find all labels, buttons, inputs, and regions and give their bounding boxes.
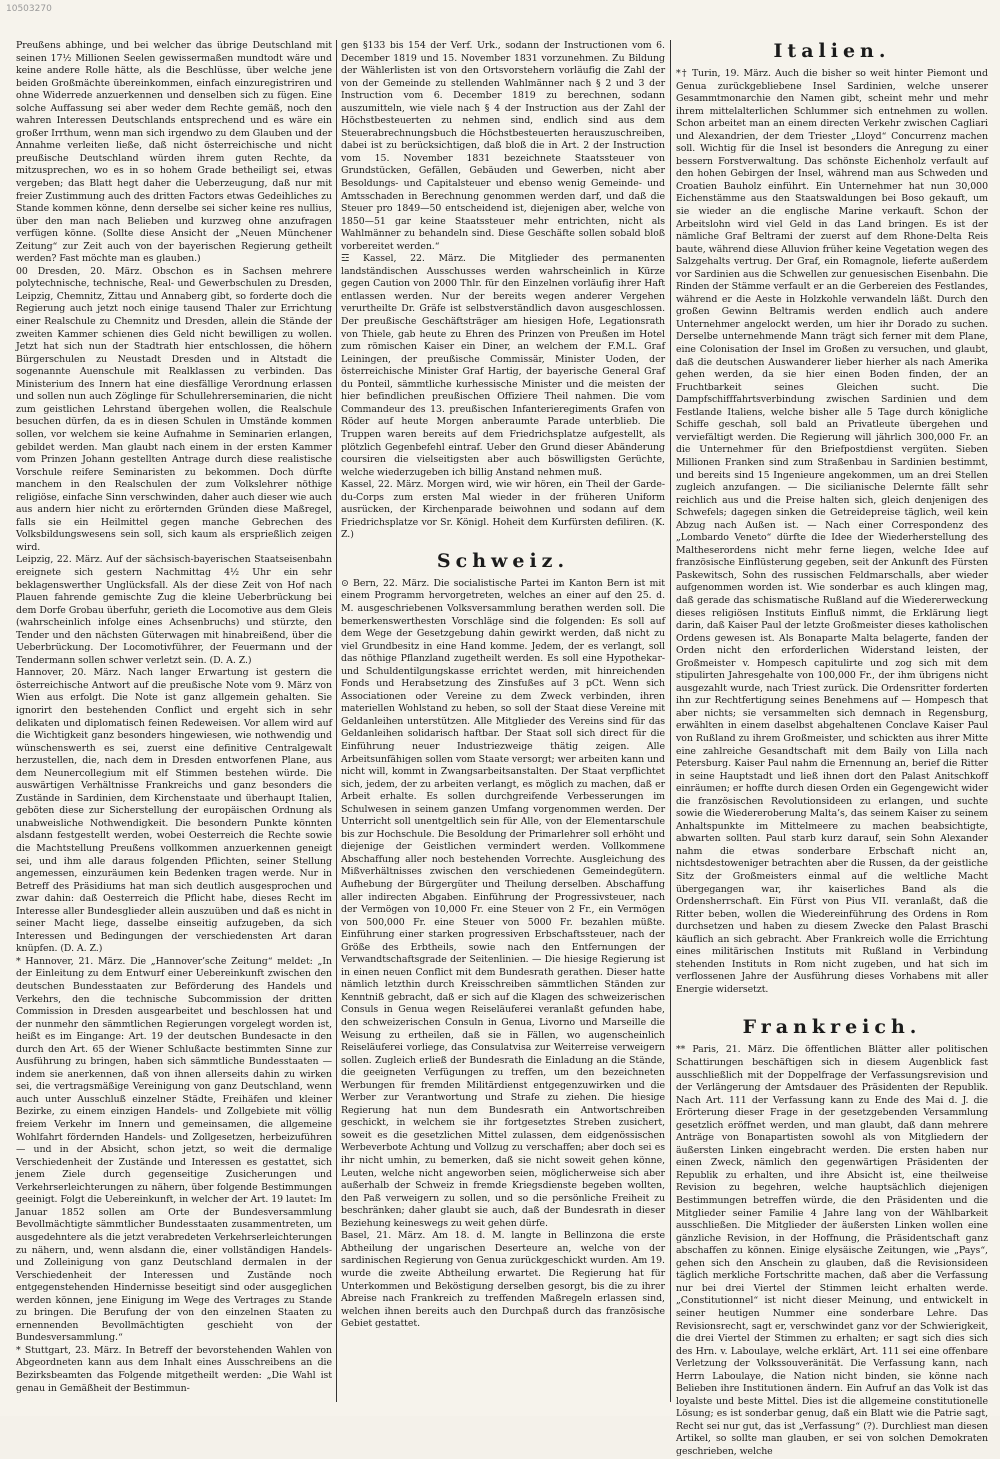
article-paris: ** Paris, 21. März. Die öffentlichen Blätter aller politischen Schattirungen beschäftigen sich in diesem Augenblick fast ausschließlich mit der Doppelfrage der Verfassungsrevision und der Verlängerung der Amtsdauer des Präsidenten der Republik. Nach Art. 111 der Verfassung kann zu Ende des Mai d. J. die Erörterung dieser Frage in der gesetzgebenden Versammlung gesetzlich eröffnet werden, und man glaubt, daß dann mehrere Anträge von Bonapartisten sowohl als von Mitgliedern der äußersten Linken eingebracht werden. Die ersten haben nur einen Zweck, nämlich den gegenwärtigen Präsidenten der Republik zu erhalten, und ihre Absicht ist, eine theilweise Revision zu begehren, welche hauptsächlich diejenigen Bestimmungen betreffen würde, die den Präsidenten und die Mitglieder seiner Familie 4 Jahre lang von der Wählbarkeit ausschließen. Die Mitglieder der äußersten Linken wollen eine gänzliche Revision, in der Hoffnung, die Präsidentschaft ganz abschaffen zu können. Einige elysäische Zeitungen, wie „Pays“, gehen sich den Anschein zu glauben, daß die Revisionsideen täglich merkliche Fortschritte machen, daß aber die Verfassung nur bei drei Viertel der Stimmen leicht erhalten werde. „Constitutionnel“ ist nicht dieser Meinung, und entwickelt in seiner heutigen Nummer eine sonderbare Lehre. Das Revisionsrecht, sagt er, verschwindet ganz vor der Schwierigkeit, die drei Viertel der Stimmen zu erhalten; er sagt sich dies sich des Hrn. v. Laboulaye, welche erklärt, Art. 111 sei eine offenbare Verletzung der Volkssouveränität. Die Verfassung kann, nach Herrn Laboulaye, die Nation nicht binden, sie könne nach Belieben ihre Institutionen ändern. Ein Aufruf an das Volk ist das loyalste und beste Mittel. Dies ist die allgemeine constitutionelle Lösung; es ist sonderbar genug, daß ein Blatt wie die Patrie sagt, Recht sei nur gut, das ist „Verfassung“ (?). Durchliest man diesen Artikel, so sollte man glauben, er sei von solchen Demokraten geschrieben, welche — [676, 1044, 988, 1457]
article-dresden: 00 Dresden, 20. März. Obschon es in Sachsen mehrere polytechnische, technische, Real- und Gewerbschulen zu Dresden, Leipzig, Chemnitz, Zittau und Annaberg gibt, so forderte doch die Regierung auch jetzt noch einige tausend Thaler zur Errichtung einer Realschule zu Chemnitz und Dresden, allein die Stände der zweiten Kammer schienen dies Geld nicht bewilligen zu wollen. Jetzt hat sich nun der Stadtrath hier entschlossen, die höhern Bürgerschulen zu Neustadt Dresden und in Altstadt die sogenannte Auenschule mit Realklassen zu verbinden. Das Ministerium des Innern hat eine diesfällige Verordnung erlassen und sollen nun auch Zöglinge für Schullehrerseminarien, die nicht zum geistlichen Lehrstand übergehen wollen, die Realschule besuchen dürfen, da es in diesen Schulen in Umstände kommen sollen, vor welchem sie keine Aufnahme in Seminarien erlangen, gebildet werden. Man glaubt nach einem in der ersten Kammer vom Prinzen Johann gestellten Antrage durch diese realistische Vorschule reifere Seminaristen zu bekommen. Doch dürfte manchem in den Realschulen der zum Volkslehrer nöthige religiöse, einfache Sinn verschwinden, daher auch dieser wie auch aus andern hier nicht zu erörternden Gründen diese Maßregel, falls sie ein Heilmittel gegen manche Gebrechen des Volksbildungswesens sein soll, sich kaum als ersprießlich zeigen wird. — [16, 265, 332, 553]
section-heading-france: Frankreich. — [742, 1016, 922, 1039]
article-stuttgart-cont: gen §133 bis 154 der Verf. Urk., sodann der Instructionen vom 6. December 1819 und 15. November 1831 vorzunehmen. Zu Bildung der Wählerlisten ist von den Ortsvorstehern vorläufig die Zahl der von der Gemeinde zu stellenden Wahlmänner nach § 2 und 3 der Instruction vom 6. December 1819 zu berechnen, sodann auszumitteln, wie viele nach § 4 der Instruction aus der Zahl der Höchstbesteuerten zu nehmen sind, endlich sind aus dem Steuerabrechnungsbuch die Höchstbesteuerten herauszuschreiben, dabei ist zu berücksichtigen, daß bloß die in Art. 2 der Instruction vom 15. November 1831 bezeichnete Staatssteuer von Grundstücken, Gefällen, Gebäuden und Gewerben, nicht aber Besoldungs- und Capitalsteuer und ebenso wenig Gemeinde- und Amtsschaden in Berechnung genommen werden darf, und daß die Steuer pro 1849—50 entscheidend ist, diejenigen aber, welche von 1850—51 gar keine Staatssteuer mehr entrichten, nicht als Wahlmänner zu behandeln sind. Diese Geschäfte sollen sobald bloß vorbereitet werden.“ — [341, 40, 665, 252]
column-middle — [341, 40, 665, 1402]
article-hannover-1: Hannover, 20. März. Nach langer Erwartung ist gestern die österreichische Antwort auf die preußische Note vom 9. März von Wien aus erfolgt. Die Note ist ganz allgemein gehalten. Sie ignorirt den bestehenden Conflict und ergeht sich in sehr delikaten und diplomatisch feinen Redeweisen. Vor allem wird auf die Wichtigkeit ganz besonders hingewiesen, wie nothwendig und wünschenswerth es sei, zuerst eine definitive Centralgewalt herzustellen, die, nach dem in Dresden entworfenen Plane, aus dem Neunercollegium mit elf Stimmen bestehen würde. Die auswärtigen Verhältnisse Frankreichs und ganz besonders die Zustände in Sardinien, dem Kirchenstaate und überhaupt Italien, geböten diese zur Sicherstellung der europäischen Ordnung als unabweisliche Nothwendigkeit. Die besondern Punkte könnten alsdann festgestellt werden, wobei Oesterreich die Rechte sowie die Machtstellung Preußens vollkommen anzuerkennen geneigt sei, und ihm alle daraus folgenden Pflichten, seiner Stellung angemessen, einzuräumen kein Bedenken tragen werde. Nur in Betreff des Präsidiums hat man sich deutlich ausgesprochen und zwar dahin: daß Oesterreich die Pflicht habe, dieses Recht im Interesse aller Bundesglieder allein auszuüben und daß es nicht in seiner Macht liege, dasselbe einseitig aufzugeben, da sich Interessen und Bedingungen der verschiedensten Art daran knüpfen. (D. A. Z.) — [16, 667, 332, 955]
article-leipzig: Leipzig, 22. März. Auf der sächsisch-bayerischen Staatseisenbahn ereignete sich gestern Nachmittag 4½ Uhr ein sehr beklagenswerther Unglücksfall. Als der diese Zeit von Hof nach Plauen fahrende gemischte Zug die kleine Ueberbrückung bei dem Dorfe Grobau überfuhr, gerieth die Locomotive aus dem Gleis (wahrscheinlich infolge eines Achsenbruchs) und stürzte, den Tender und den nächsten Güterwagen mit hinabreißend, über die Ueberbrückung. Der Locomotivführer, der Feuermann und der Tendermann sollen schwer verletzt sein. (D. A. Z.) — [16, 554, 332, 666]
article-kassel-2: Kassel, 22. März. Morgen wird, wie wir hören, ein Theil der Garde-du-Corps zum ersten Mal wieder in der früheren Uniform ausrücken, der Kirchenparade beiwohnen und sodann auf dem Friedrichsplatze vor Sr. Königl. Hoheit dem Kurfürsten defiliren. (K. Z.) — [341, 479, 665, 541]
column-right — [676, 40, 988, 1457]
article-kassel-1: ☲ Kassel, 22. März. Die Mitglieder des permanenten landständischen Ausschusses werden wahrscheinlich in Kürze gegen Caution von 2000 Thlr. für den Einzelnen vorläufig ihrer Haft entlassen werden. Nur der bereits wegen anderer Vergehen verurtheilte Dr. Gräfe ist selbstverständlich davon ausgeschlossen. Der preußische Geschäftsträger am hiesigen Hofe, Legationsrath von Thiele, gab heute zu Ehren des Prinzen von Preußen im Hotel zum römischen Kaiser ein Diner, an welchem der F.M.L. Graf Leiningen, der preußische Commissär, Minister Uoden, der österreichische Minister Graf Hartig, der bayerische General Graf du Ponteil, sämmtliche kurhessische Minister und die meisten der hier befindlichen preußischen Offiziere Theil nahmen. Die vom Commandeur des 13. preußischen Infanterieregiments Grafen von Röder auf heute Morgen anberaumte Parade unterblieb. Die Truppen waren bereits auf dem Friedrichsplatze aufgestellt, als plötzlich Gegenbefehl eintraf. Ueber den Grund dieser Abänderung coursiren die vielseitigsten aber auch böswilligsten Gerüchte, welche wiederzugeben ich billig Anstand nehmen muß. — [341, 253, 665, 478]
article-stuttgart: * Stuttgart, 23. März. In Betreff der bevorstehenden Wahlen von Abgeordneten kann aus dem Inhalt eines Ausschreibens an die Bezirksbeamten das Folgende mitgetheilt werden: „Die Wahl ist genau in Gemäßheit der Bestimmun- — [16, 1344, 332, 1394]
article-continuation: Preußens abhinge, und bei welcher das übrige Deutschland mit seinen 17½ Millionen Seelen gewissermaßen mundtodt wäre und keine andere Rolle hätte, als die Beschlüsse, über welche jene beiden Großmächte übereinkommen, einfach einzuregistriren und ohne Widerrede anzuerkennen und denselben sich zu fügen. Eine solche Auffassung sei aber weder dem Rechte gemäß, noch den wahren Interessen Deutschlands entsprechend und es wäre ein großer Irrthum, wenn man sich irgendwo zu dem Glauben und der Annahme verleiten ließe, daß nicht österreichische und nicht preußische Deutschland würden ihrem guten Rechte, da mitzusprechen, wo es in so hohem Grade betheiligt sei, etwas vergeben; das Blatt hegt daher die Ueberzeugung, daß nur mit freier Zustimmung auch des dritten Factors etwas Gedeihliches zu Stande kommen könne, denn derselbe sei sicher keine res nullius, über den man nach Belieben und kurzweg ohne anzufragen verfügen könne. (Sollte diese Ansicht der „Neuen Münchener Zeitung“ zur Zeit auch von der bayerischen Regierung getheilt werden? Fast möchte man es glauben.) — [16, 40, 332, 265]
article-bern: ⊙ Bern, 22. März. Die socialistische Partei im Kanton Bern ist mit einem Programm hervorgetreten, welches an einer auf den 25. d. M. ausgeschriebenen Volksversammlung berathen werden soll. Die bemerkenswerthesten Vorschläge sind die folgenden: Es soll auf dem Wege der Gesetzgebung dahin gewirkt werden, daß nicht zu viel Grundbesitz in eine Hand komme. Jedem, der es verlangt, soll das nöthige Pflanzland zugetheilt werden. Es soll eine Hypothekar- und Schuldentilgungskasse errichtet werden, mit hinreichenden Fonds und Herabsetzung des Zinsfußes auf 3 pCt. Wenn sich Associationen oder Vereine zu dem Zweck verbinden, ihren materiellen Wohlstand zu heben, so soll der Staat diese Vereine mit Geldanleihen unterstützen. Alle Mitglieder des Vereins sind für das Geldanleihen solidarisch haftbar. Der Staat soll sich direct für die Einführung neuer Industriezweige thätig zeigen. Alle Arbeitsunfähigen sollen vom Staate versorgt; wer arbeiten kann und nicht will, kommt in Zwangsarbeitsanstalten. Der Staat verpflichtet sich, jedem, der zu arbeiten verlangt, es möglich zu machen, daß er Arbeit erhalte. Es sollen durchgreifende Verbesserungen im Schulwesen in seinem ganzen Umfang vorgenommen werden. Der Unterricht soll unentgeltlich sein für Alle, von der Elementarschule bis zur Hochschule. Die Besoldung der Primarlehrer soll erhöht und diejenige der Geistlichen vermindert werden. Vollkommene Abschaffung aller noch bestehenden Vorrechte. Ausgleichung des Mißverhältnisses zwischen den verschiedenen Gemeindegütern. Aufhebung der Bürgergüter und Theilung derselben. Abschaffung aller indirecten Abgaben. Einführung der Progressivsteuer, nach der Vermögen von 10,000 Fr. eine Steuer von 2 Fr., ein Vermögen von 500,000 Fr. eine Steuer von 5000 Fr. bezahlen müßte. Einführung einer starken progressiven Erbschaftssteuer, nach der Größe des Erbtheils, sowie nach den Entfernungen der Verwandtschaftsgrade der Seitenlinien. — Die hiesige Regierung ist in einen neuen Conflict mit dem Bundesrath gerathen. Dieser hatte nämlich letzthin durch Kreisschreiben sämmtlichen Ständen zur Kenntniß gebracht, daß er sich auf die Klagen des schweizerischen Consuls in Genua wegen Reiseläuferei veranlaßt gefunden habe, den schweizerischen Consuln in Genua, Livorno und Marseille die Weisung zu ertheilen, daß sie in Fällen, wo augenscheinlich Reiseläuferei vorliege, das Consulatvisa zur Weiterreise verweigern sollen. Zugleich erließ der Bundesrath die Einladung an die Stände, die geeigneten Verfügungen zu treffen, um den bezeichneten Werbungen für fremden Militärdienst entgegenzuwirken und die Werber zur Verantwortung und Strafe zu ziehen. Die hiesige Regierung hat nun dem Bundesrath ein Antwortschreiben geschickt, in welchem sie ihr fortgesetztes Streben zusichert, soweit es die gesetzlichen Mittel zulassen, dem eidgenössischen Werbeverbote Achtung und Vollzug zu verschaffen; aber doch sei es ihr nicht umhin, zu bemerken, daß sie nicht soweit gehen könne, Leuten, welche nicht angeworben seien, möglicherweise sich aber außerhalb der Schweiz in fremde Kriegsdienste begeben wollten, den Paß verweigern zu sollen, und so die persönliche Freiheit zu beschränken; daher glaubt sie auch, daß der Bundesrath in dieser Beziehung keineswegs zu weit gehen dürfe. — [341, 577, 665, 1229]
column-left — [16, 40, 332, 1402]
article-hannover-2: * Hannover, 21. März. Die „Hannover’sche Zeitung“ meldet: „In der Einleitung zu dem Entwurf einer Uebereinkunft zwischen den deutschen Bundesstaaten zur Beförderung des Handels und Verkehrs, den die technische Subcommission der dritten Commission in Dresden ausgearbeitet und beschlossen hat und der nunmehr den sämmtlichen Regierungen vorgelegt worden ist, heißt es im Eingange: Art. 19 der deutschen Bundesacte in den durch den Art. 65 der Wiener Schlußacte bestimmten Sinne zur Ausführung zu bringen, haben sich sämmtliche Bundesstaaten — indem sie anerkennen, daß von ihnen allerseits dahin zu wirken sei, die vertragsmäßige Vereinigung von ganz Deutschland, wenn auch unter Ausschluß einzelner Städte, Freihäfen und kleiner Bezirke, zu einem einzigen Handels- und Zollgebiete mit völlig freiem Verkehr im Innern und gemeinsamen, die allgemeine Wohlfahrt fördernden Handels- und Zollgesetzen, herbeizuführen — und in der Absicht, schon jetzt, so weit die dermalige Verschiedenheit der Zustände und Interessen es gestattet, sich jenem Ziele durch gegenseitige Zusicherungen und Verkehrserleichterungen zu nähern, über folgende Bestimmungen geeinigt. Folgt die Uebereinkunft, in welcher der Art. 19 lautet: Im Januar 1852 sollen am Orte der Bundesversammlung Bevollmächtigte sämmtlicher Bundesstaaten zusammentreten, um ausgedehntere als die jetzt verabredeten Verkehrserleichterungen zu nähern, und, wenn alsdann die, einer vollständigen Handels- und Zolleinigung von ganz Deutschland dermalen in der Verschiedenheit der Interessen und Zustände noch entgegenstehenden Hindernisse beseitigt sind oder ausgeglichen werden können, jene Einigung im Wege des Vertrages zu Stande zu bringen. Die Berufung der von den einzelnen Staaten zu ernennenden Bevollmächtigten geschieht von der Bundesversammlung.“ — [16, 955, 332, 1344]
column-rule — [336, 40, 337, 1402]
page-id: 10503270 — [6, 4, 52, 14]
section-heading-italy: Italien. — [773, 40, 891, 62]
section-heading-switzerland: Schweiz. — [436, 549, 570, 572]
article-turin: *† Turin, 19. März. Auch die bisher so weit hinter Piemont und Genua zurückgebliebene Insel Sardinien, welche unserer Gesammtmonarchie den Namen gibt, scheint mehr und mehr ihrem mittelalterlichen Schlummer sich entnehmen zu wollen. Schon arbeitet man an einem directen Verkehr zwischen Cagliari und Alexandrien, der dem Triester „Lloyd“ Concurrenz machen soll. Wichtig für die Insel ist besonders die Anregung zu einer bessern Forstverwaltung. Das schönste Eichenholz verfault auf den hohen Gebirgen der Insel, während man aus Schweden und Croatien Bauholz einführt. Ein Unternehmer hat nun 30,000 Eichenstämme aus den Staatswaldungen bei Boso gekauft, um sie wieder an die englische Marine verkauft. Schon der Arbeitslohn wird viel Geld in das Land bringen. Es ist der nämliche Graf Beltrami der zuerst auf dem Rhone-Delta Reis baute, während diese Alluvion früher keine Vegetation wegen des Salzgehalts vertrug. Der Graf, ein Romagnole, lieferte außerdem vor Sardinien aus die Schwellen zur genuesischen Eisenbahn. Die Rinden der Stämme verfault er an die Gerbereien des Festlandes, während er die Aeste in Holzkohle verwandeln läßt. Durch den großen Gewinn Beltramis werden endlich auch andere Unternehmer angelockt werden, um hier ihr Dorado zu suchen. Derselbe unternehmende Mann trägt sich ferner mit dem Plane, eine Colonisation der Insel im Großen zu versuchen, und glaubt, daß die deutschen Auswanderer lieber hierher als nach Amerika gehen werden, da sie hier einen Boden finden, der an Fruchtbarkeit seines Gleichen sucht. Die Dampfschifffahrtsverbindung zwischen Sardinien und dem Festlande Italiens, welche bisher alle 5 Tage durch königliche Schiffe geschah, soll bald an Privatleute übergehen und verviefältigt werden. Die Regierung will jährlich 300,000 Fr. an die Unternehmer für den Briefpostdienst vergüten. Sieben Millionen Franken sind zum Straßenbau in Sardinien bestimmt, und bereits sind 15 Ingenieure angekommen, um an drei Stellen zugleich anzufangen. — Die sicilianische Delernte fällt sehr reichlich aus und die Preise halten sich, gleich denjenigen des Schwefels; dagegen sinken die Getreidepreise täglich, weil kein Abzug nach Außen ist. — Nach einer Correspondenz des „Lombardo Veneto“ dürfte die Idee der Wiederherstellung des Maltheserordens nicht mehr ferne liegen, welche Idee auf französische Einflüsterung gegeben, seit der Ankunft des Fürsten Paskewitsch, Sohn des russischen Feldmarschalls, aber wieder aufgenommen worden ist. Wie sonderbar es auch klingen mag, daß gerade das schismatische Rußland auf die Wiedererweckung dieses religiösen Instituts Einfluß nimmt, die Erklärung liegt darin, daß Kaiser Paul der letzte Großmeister dieses katholischen Ordens gewesen ist. Als Bonaparte Malta belagerte, fanden der Orden nicht den erforderlichen Widerstand leisten, der Großmeister v. Hompesch capitulirte und zog sich mit dem stipulirten Jahresgehalte von 100,000 Fr., der ihm übrigens nicht ausgezahlt wurde, nach Triest zurück. Die Ordensritter forderten ihn zur Rechtfertigung seines Benehmens auf — Hompesch that aber nichts; sie versammelten sich demnach in Regensburg, erwählten in einem daselbst abgehaltenen Conclave Kaiser Paul von Rußland zu ihrem Großmeister, und schickten aus ihrer Mitte eine zahlreiche Gesandtschaft mit dem Baily von Lilla nach Petersburg. Kaiser Paul nahm die Ernennung an, berief die Ritter in seine Hauptstadt und ließ ihnen dort den Palast Anitschkoff einräumen; er hoffte durch diesen Orden ein Gegengewicht wider die französischen Revolutionsideen zu erlangen, und suchte sowie die Wiedereroberung Malta’s, das seinem Kaiser zu seinem Anhaltspunkte im Mittelmeere zu machen beabsichtigte, abwarten sollten. Paul starb kurz darauf, sein Sohn Alexander nahm die etwas sonderbare Erbschaft nicht an, nichtsdestoweniger betrachten aber die Russen, da der geistliche Sitz der Großmeisters einmal auf die weltliche Macht übergegangen war, ihr kaiserliches Band als die Ordensherrschaft. Ein Fürst von Pius VII. veranlaßt, daß die Ritter beben, wollen die Wiedereinführung des Ordens in Rom durchsetzen und haben zu diesem Zwecke den Palast Braschi käuflich an sich gebracht. Aber Frankreich wolle die Errichtung eines militärischen Instituts mit Rußland in Verbindung stehenden Instituts in Rom nicht zugeben, und hat sich im verflossenen Jahre der Ausführung dieses Vorhabens mit aller Energie widersetzt. — [676, 68, 988, 995]
article-basel: Basel, 21. März. Am 18. d. M. langte in Bellinzona die erste Abtheilung der ungarischen Deserteure an, welche von der sardinischen Regierung von Genua zurückgeschickt wurden. Am 19. wurde die zweite Abtheilung erwartet. Die Regierung hat für Unterkommen und Beköstigung derselben gesorgt, bis die zu ihrer Abreise nach Frankreich zu treffenden Maßregeln erlassen sind, welchen ihnen bereits auch den Durchpaß durch das französische Gebiet gestattet. — [341, 1230, 665, 1330]
column-rule — [670, 40, 671, 1402]
